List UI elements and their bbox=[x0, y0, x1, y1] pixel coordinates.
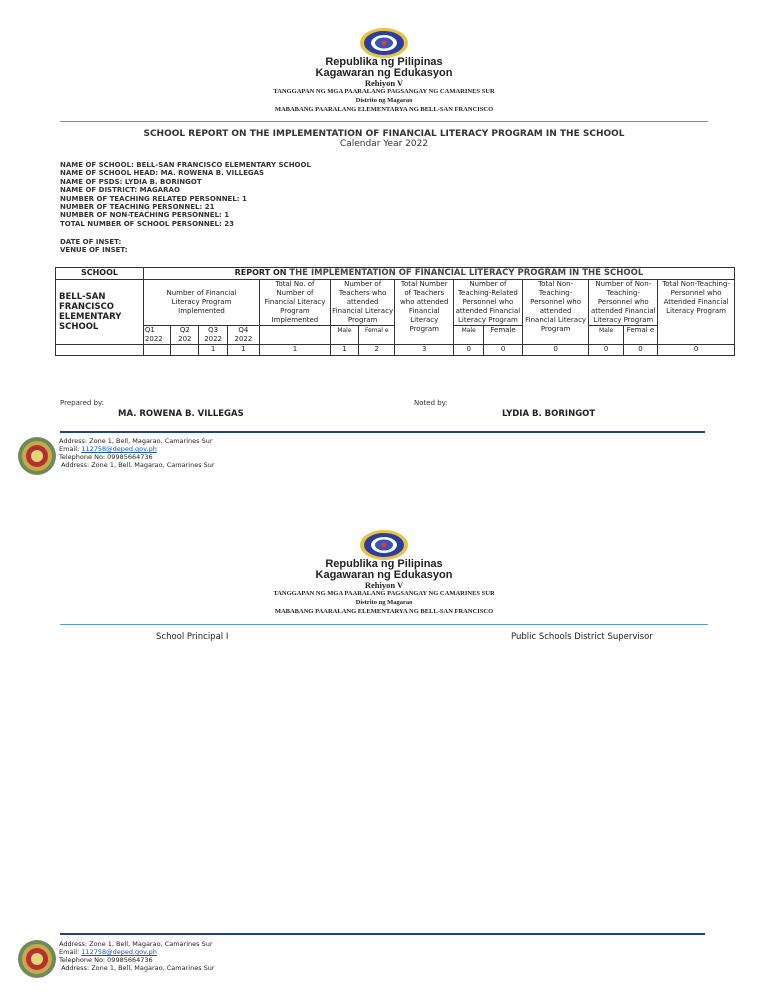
row-school-blank bbox=[56, 345, 144, 356]
prepared-by-label: Prepared by: bbox=[60, 399, 104, 407]
footer-telephone: Telephone No: 09985664736 bbox=[59, 956, 153, 964]
school-logo-icon bbox=[17, 939, 57, 979]
h-total-fin: Total No. of Number of Financial Literacy Program Implemented bbox=[260, 280, 331, 326]
h-nonteach: Number of Non-Teaching-Personnel who attended Financial Literacy Program bbox=[589, 280, 658, 326]
cell-teach-male: 1 bbox=[330, 345, 358, 356]
h-q3: Q3 2022 bbox=[199, 326, 227, 345]
info-line: NAME OF PSDS: LYDIA B. BORINGOT bbox=[60, 177, 202, 186]
noted-by-label: Noted by: bbox=[414, 399, 448, 407]
school-info-block bbox=[60, 161, 311, 228]
footer-email-label: Email: bbox=[59, 948, 82, 956]
h-total-teachers: Total Number of Teachers who attended Financial Literacy Program bbox=[395, 280, 454, 345]
footer-line bbox=[60, 431, 705, 433]
cell-total-teachers: 3 bbox=[395, 345, 454, 356]
header-office: TANGGAPAN NG MGA PAARALANG PAGSANGAY NG CAMARINES SUR bbox=[273, 88, 495, 95]
cell-total-nonteach2: 0 bbox=[658, 345, 735, 356]
report-subtitle: Calendar Year 2022 bbox=[339, 139, 429, 149]
footer-line bbox=[60, 933, 705, 935]
footer-address-2: Address: Zone 1, Bell, Magarao, Camarines Sur bbox=[59, 461, 215, 469]
table-title bbox=[143, 268, 734, 280]
info-line: NAME OF SCHOOL HEAD: MA. ROWENA B. VILLEGAS bbox=[60, 169, 265, 178]
deped-seal-icon bbox=[359, 529, 409, 561]
inset-info bbox=[60, 238, 128, 255]
header-region: Rehiyon V bbox=[364, 78, 404, 88]
cell-tr-male: 0 bbox=[454, 345, 484, 356]
col-school-header: SCHOOL bbox=[56, 268, 144, 280]
noted-by-position: Public Schools District Supervisor bbox=[511, 632, 653, 642]
cell-total-nonteach: 0 bbox=[522, 345, 589, 356]
header-school: MABABANG PAARALANG ELEMENTARYA NG BELL-SAN FRANCISCO bbox=[274, 106, 494, 113]
report-table bbox=[55, 267, 735, 356]
h-teach-related: Number of Teaching-Related Personnel who attended Financial Literacy Program bbox=[454, 280, 523, 326]
venue-of-inset: VENUE OF INSET: bbox=[60, 246, 128, 255]
header-district: Distrito ng Magarao bbox=[355, 97, 413, 104]
footer-contact bbox=[59, 940, 215, 972]
header-kagawaran: Kagawaran ng Edukasyon bbox=[315, 67, 453, 79]
prepared-by-position: School Principal I bbox=[156, 632, 229, 642]
info-line: NUMBER OF TEACHING RELATED PERSONNEL: 1 bbox=[60, 194, 247, 203]
header-rule bbox=[60, 624, 708, 625]
footer-email-line bbox=[59, 948, 215, 956]
h-teach-female: Femal e bbox=[359, 326, 395, 345]
table-title-rest: THE IMPLEMENTATION OF FINANCIAL LITERACY PROGRAM IN THE SCHOOL bbox=[289, 268, 644, 278]
footer-address-2: Address: Zone 1, Bell, Magarao, Camarines Sur bbox=[59, 964, 215, 972]
header-republika: Republika ng Pilipinas bbox=[325, 558, 443, 570]
info-line: NAME OF SCHOOL: BELL-SAN FRANCISCO ELEMENTARY SCHOOL bbox=[60, 161, 311, 169]
noted-by-name: LYDIA B. BORINGOT bbox=[502, 409, 596, 419]
footer-email-link[interactable]: 112758@deped.gov.ph bbox=[81, 948, 157, 956]
h-q2: Q2 202 bbox=[171, 326, 199, 345]
header-rule bbox=[60, 121, 708, 122]
footer-contact bbox=[59, 437, 215, 469]
date-of-inset: DATE OF INSET: bbox=[60, 238, 122, 246]
cell-teach-female: 2 bbox=[359, 345, 395, 356]
footer-email-label: Email: bbox=[59, 445, 82, 453]
info-line: NUMBER OF TEACHING PERSONNEL: 21 bbox=[60, 203, 215, 212]
cell-q2 bbox=[171, 345, 199, 356]
h-tr-female: Female bbox=[484, 326, 522, 345]
h-tr-male: Male bbox=[454, 326, 484, 345]
header-republika: Republika ng Pilipinas bbox=[325, 56, 443, 68]
header-district: Distrito ng Magarao bbox=[355, 599, 413, 606]
cell-total-fin: 1 bbox=[260, 345, 331, 356]
cell-nt-female: 0 bbox=[623, 345, 657, 356]
h-q4: Q4 2022 bbox=[227, 326, 259, 345]
cell-q1 bbox=[143, 345, 170, 356]
cell-nt-male: 0 bbox=[589, 345, 623, 356]
table-title-prefix: REPORT ON bbox=[234, 268, 287, 277]
report-title: SCHOOL REPORT ON THE IMPLEMENTATION OF FINANCIAL LITERACY PROGRAM IN THE SCHOOL bbox=[143, 129, 625, 139]
footer-email-line bbox=[59, 445, 215, 453]
footer-telephone: Telephone No: 09985664736 bbox=[59, 453, 153, 461]
h-nt-female: Femal e bbox=[623, 326, 657, 345]
h-num-fin: Number of Financial Literacy Program Implemented bbox=[143, 280, 259, 326]
info-line: TOTAL NUMBER OF SCHOOL PERSONNEL: 23 bbox=[60, 219, 234, 228]
cell-q3: 1 bbox=[199, 345, 227, 356]
school-name-cell: BELL-SAN FRANCISCO ELEMENTARY SCHOOL bbox=[56, 280, 144, 345]
h-teach-male: Male bbox=[330, 326, 358, 345]
footer-email-link[interactable]: 112758@deped.gov.ph bbox=[81, 445, 157, 453]
h-q1: Q1 2022 bbox=[143, 326, 170, 345]
header-region: Rehiyon V bbox=[364, 580, 404, 590]
header-school: MABABANG PAARALANG ELEMENTARYA NG BELL-SAN FRANCISCO bbox=[274, 608, 494, 615]
info-line: NAME OF DISTRICT: MAGARAO bbox=[60, 186, 180, 195]
footer-address: Address: Zone 1, Bell, Magarao, Camarines Sur bbox=[59, 940, 213, 948]
h-total-nonteach: Total Non-Teaching-Personnel who attended Financial Literacy Program bbox=[522, 280, 589, 345]
h-nt-male: Male bbox=[589, 326, 623, 345]
info-line: NUMBER OF NON-TEACHING PERSONNEL: 1 bbox=[60, 211, 230, 220]
school-logo-icon bbox=[17, 436, 57, 476]
prepared-by-name: MA. ROWENA B. VILLEGAS bbox=[118, 409, 244, 419]
cell-q4: 1 bbox=[227, 345, 259, 356]
deped-seal-icon bbox=[359, 27, 409, 59]
header-kagawaran: Kagawaran ng Edukasyon bbox=[315, 569, 453, 581]
h-total-nonteach2: Total Non-Teaching-Personnel who Attended Financial Literacy Program bbox=[658, 280, 735, 345]
cell-tr-female: 0 bbox=[484, 345, 522, 356]
footer-address: Address: Zone 1, Bell, Magarao, Camarines Sur bbox=[59, 437, 213, 445]
h-teachers: Number of Teachers who attended Financial Literacy Program bbox=[332, 280, 394, 324]
header-office: TANGGAPAN NG MGA PAARALANG PAGSANGAY NG CAMARINES SUR bbox=[273, 590, 495, 597]
